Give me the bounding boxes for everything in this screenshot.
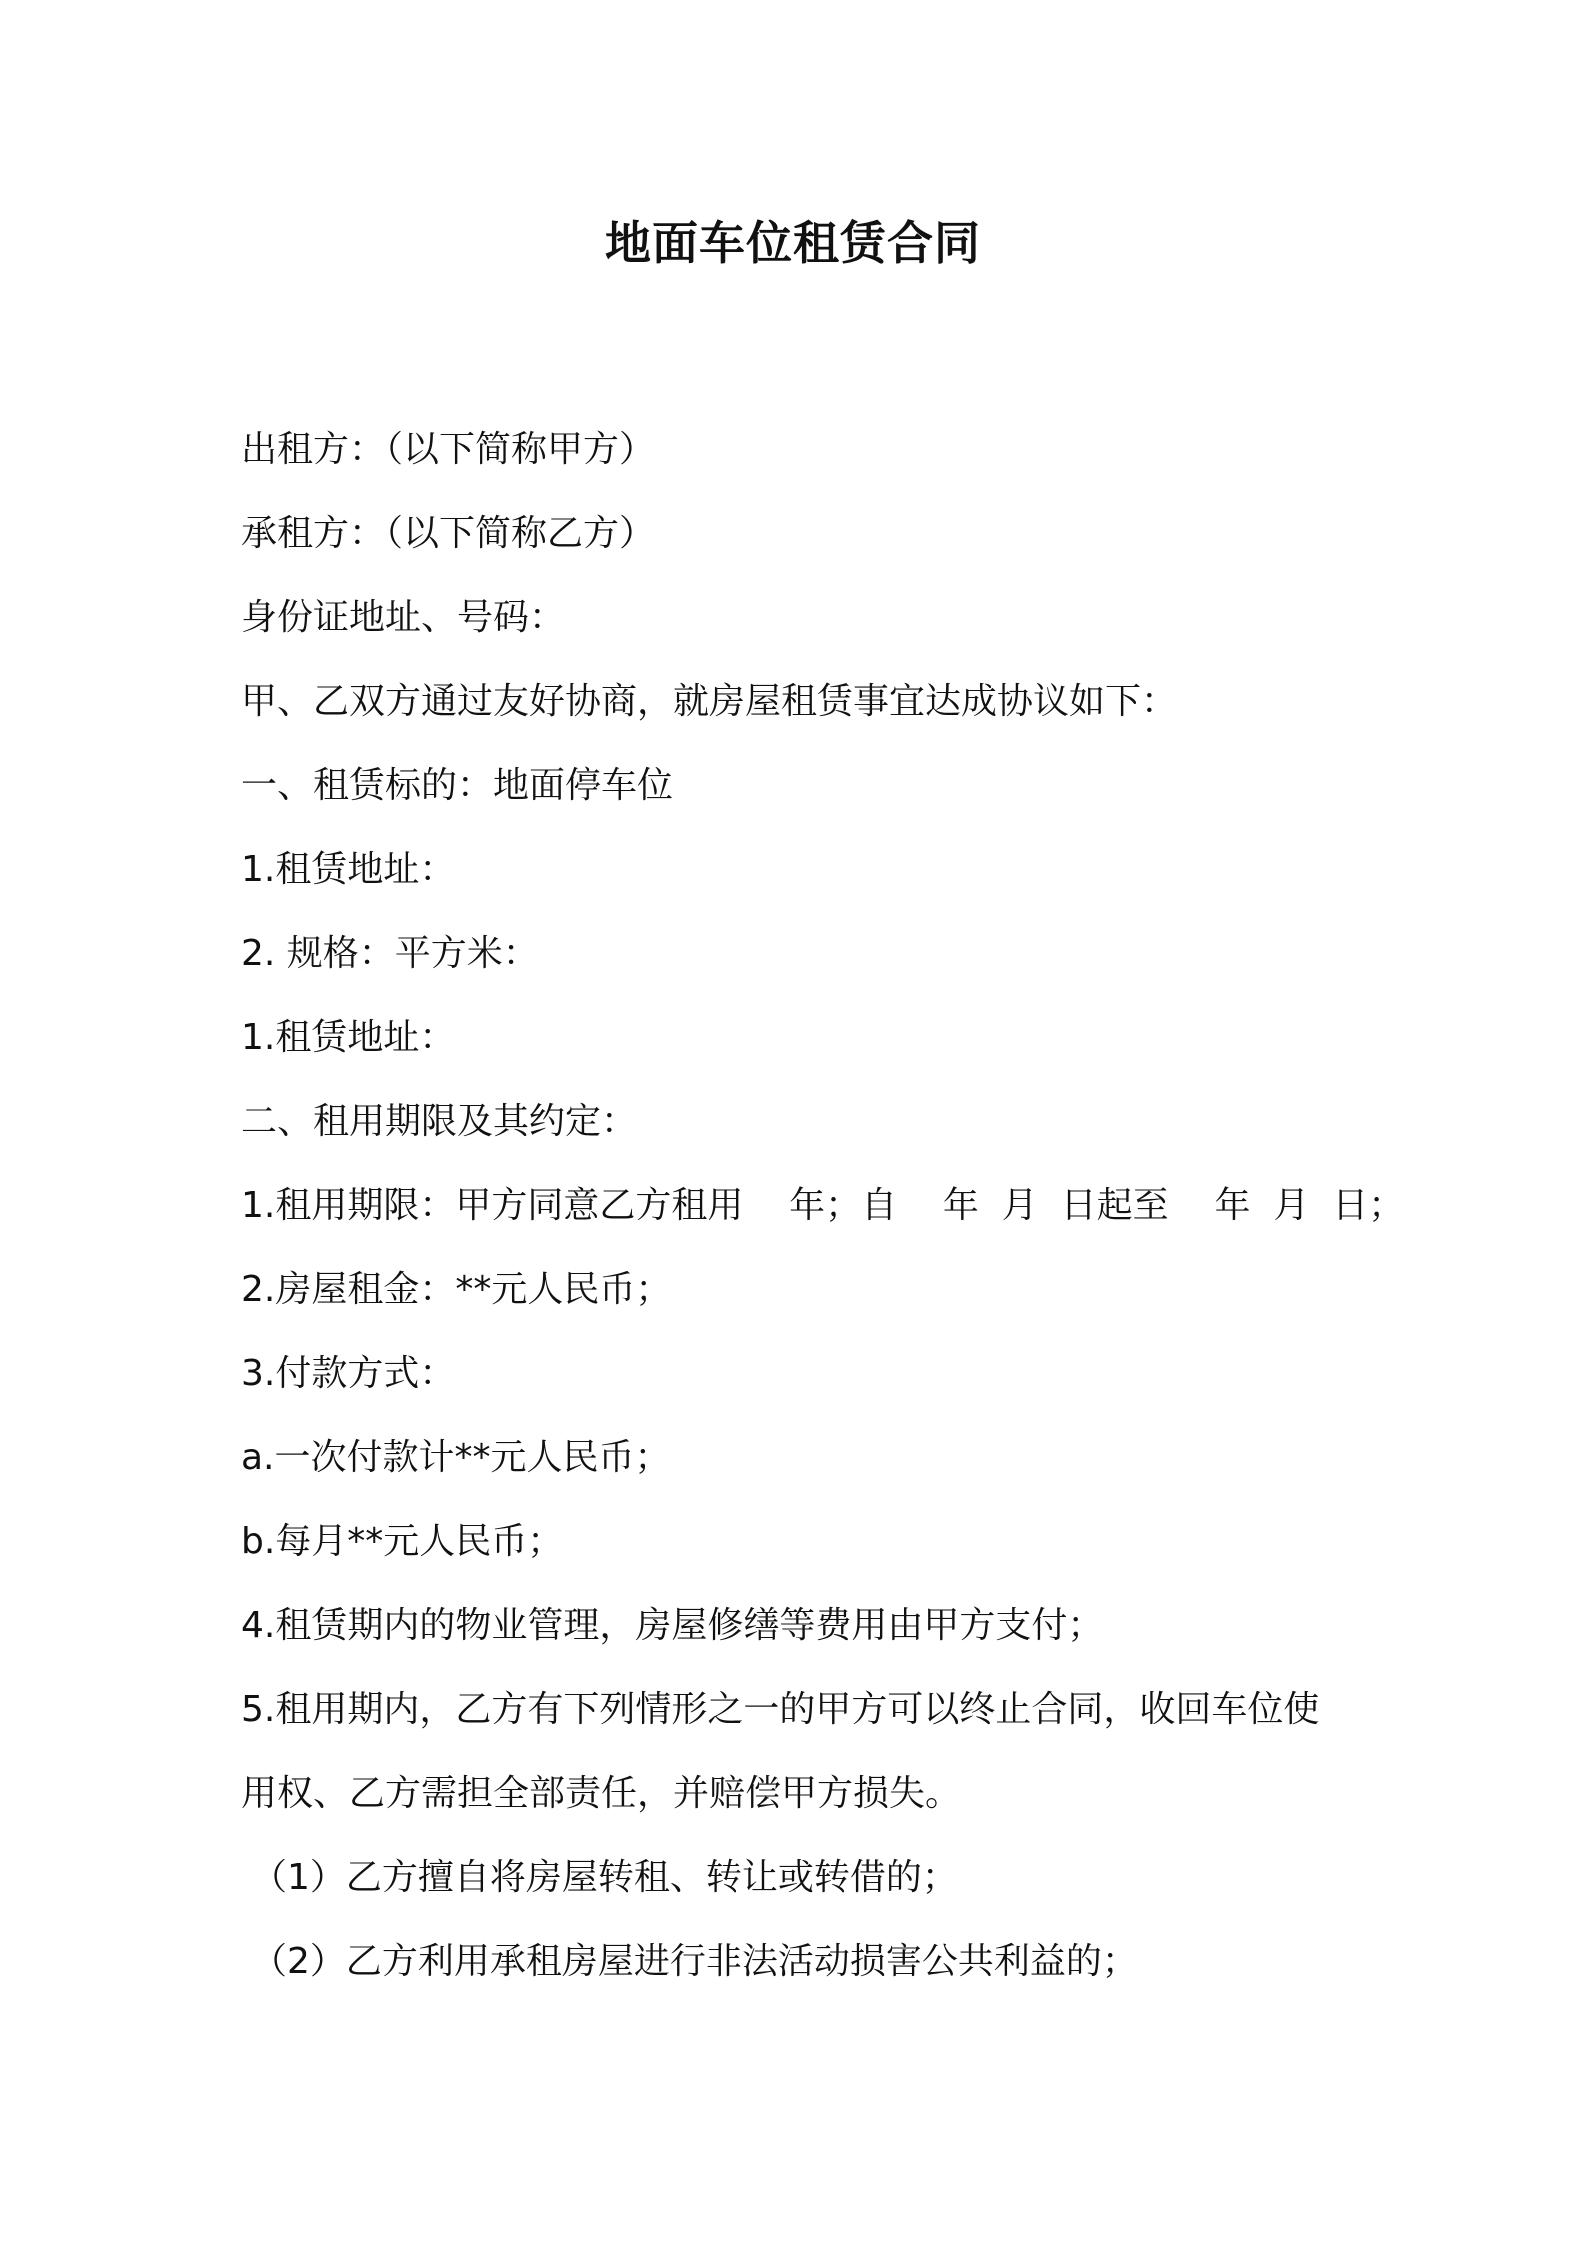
- document-title: 地面车位租赁合同: [605, 216, 981, 270]
- clause-2-5-item-1: （1）乙方擅自将房屋转租、转让或转借的；: [251, 1857, 958, 1898]
- clause-2-4: 4.租赁期内的物业管理，房屋修缮等费用由甲方支付；: [241, 1605, 1104, 1646]
- clause-2-3-b: b.每月**元人民币；: [241, 1521, 564, 1562]
- clause-2-2: 2.房屋租金：**元人民币；: [241, 1269, 672, 1310]
- document-body: [241, 408, 1405, 2004]
- agreement-intro-line: 甲、乙双方通过友好协商，就房屋租赁事宜达成协议如下：: [241, 681, 1178, 722]
- id-address-line: 身份证地址、号码：: [241, 597, 566, 638]
- lessee-line: 承租方：（以下简称乙方）: [241, 513, 656, 554]
- clause-2-1: 1.租用期限：甲方同意乙方租用 年；自 年 月 日起至 年 月 日；: [241, 1185, 1405, 1226]
- clause-2-3-a: a.一次付款计**元人民币；: [241, 1437, 671, 1478]
- clause-2-5-item-2: （2）乙方利用承租房屋进行非法活动损害公共利益的；: [251, 1941, 1138, 1982]
- lessor-line: 出租方：（以下简称甲方）: [241, 429, 656, 470]
- section-2-heading: 二、租用期限及其约定：: [241, 1101, 638, 1142]
- clause-2-3: 3.付款方式：: [241, 1353, 456, 1394]
- clause-2-5-cont: 用权、乙方需担全部责任，并赔偿甲方损失。: [241, 1773, 962, 1814]
- clause-1-1-repeat: 1.租赁地址：: [241, 1017, 456, 1058]
- section-1-heading: 一、租赁标的：地面停车位: [241, 765, 674, 806]
- clause-2-5: 5.租用期内，乙方有下列情形之一的甲方可以终止合同，收回车位使: [241, 1689, 1320, 1730]
- clause-1-2: 2. 规格：平方米：: [241, 933, 539, 974]
- clause-1-1: 1.租赁地址：: [241, 849, 456, 890]
